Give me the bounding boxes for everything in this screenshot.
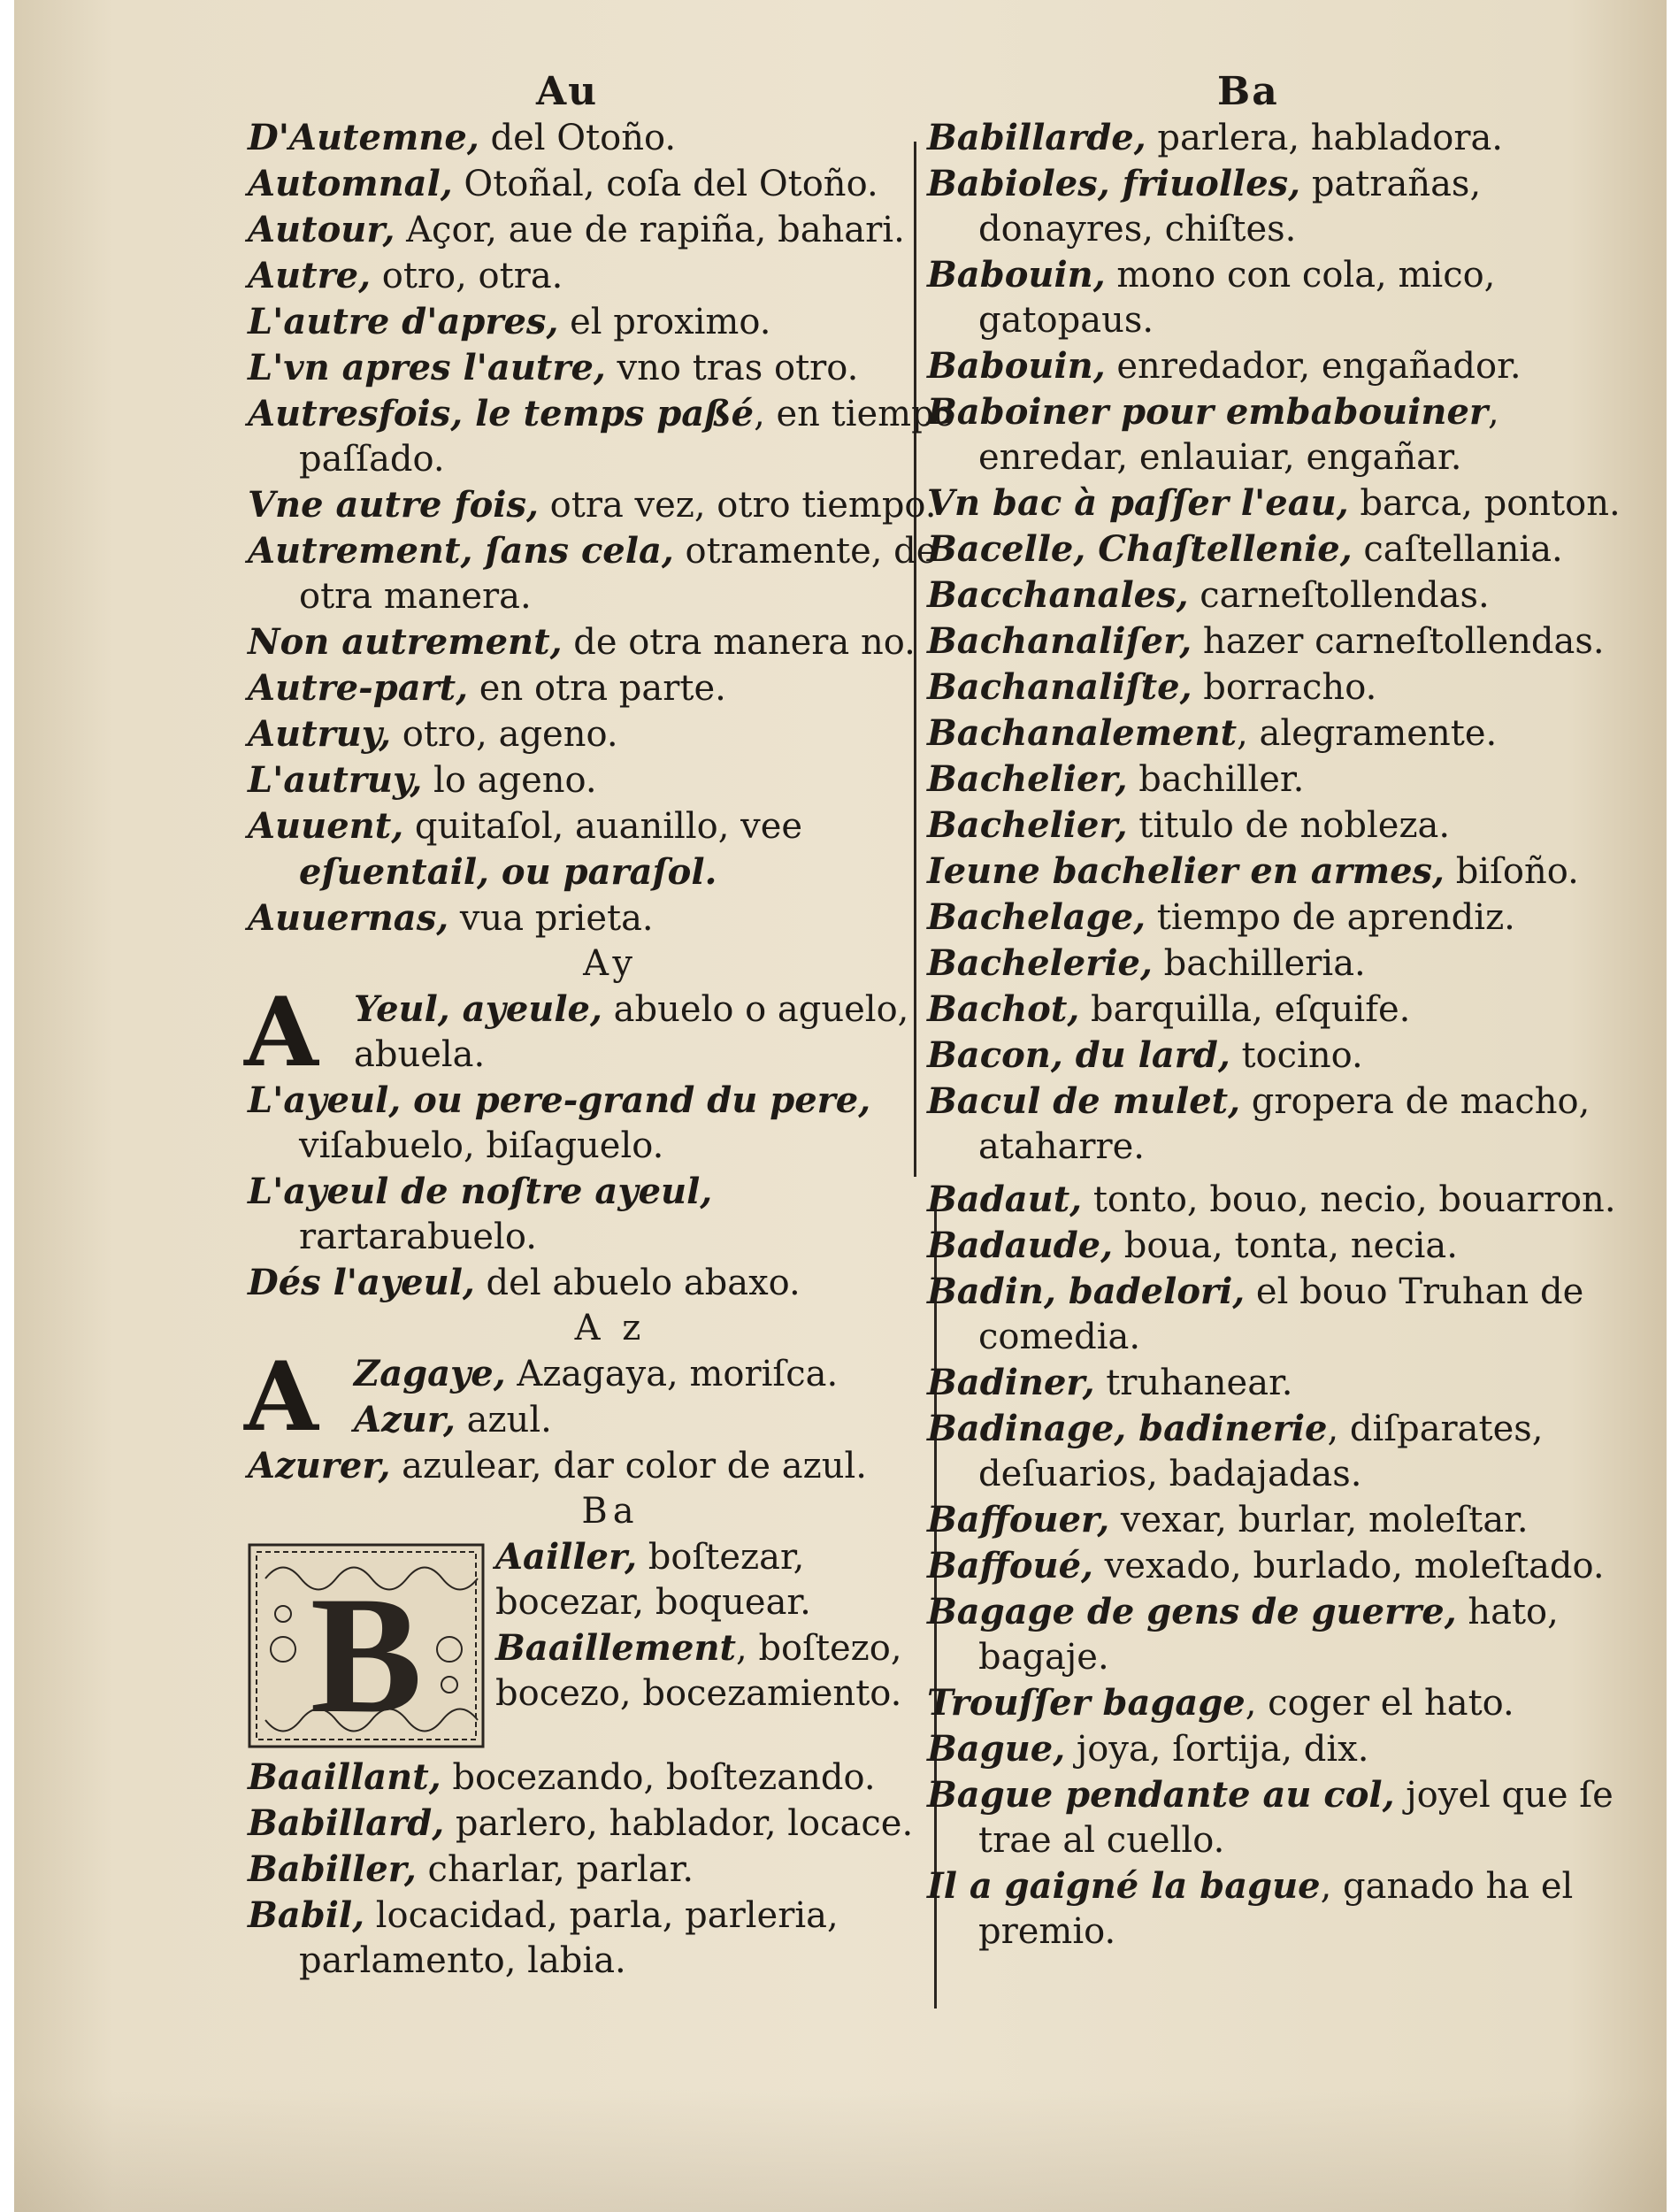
translation: enredador, engañador. — [1105, 346, 1522, 387]
headword: Autre, — [248, 255, 372, 296]
headword: L'ayeul, ou pere-grand du pere, — [248, 1079, 871, 1121]
translation: mono con cola, mico, gatopaus. — [978, 255, 1496, 341]
right-column — [927, 115, 1626, 1955]
dictionary-entry — [248, 391, 955, 482]
dictionary-entry — [495, 1625, 955, 1717]
dictionary-entry — [248, 161, 955, 207]
translation: el proximo. — [558, 302, 771, 342]
translation: rartarabuelo. — [299, 1217, 537, 1257]
translation: bachilleria. — [1152, 943, 1366, 984]
dictionary-entry — [927, 252, 1626, 343]
headword: Badaude, — [927, 1225, 1114, 1266]
dictionary-entry — [927, 757, 1626, 803]
dictionary-entry — [927, 1223, 1626, 1269]
headword: Automnal, — [248, 163, 453, 204]
drop-cap-b: B — [310, 1563, 423, 1748]
translation: boſtezar, bocezar, boquear. — [495, 1537, 811, 1623]
translation: tonto, bouo, necio, bouarron. — [1082, 1179, 1616, 1220]
dictionary-entry — [927, 1079, 1626, 1170]
dictionary-entry — [927, 343, 1626, 389]
dictionary-entry — [927, 1269, 1626, 1360]
translation: Otoñal, coſa del Otoño. — [452, 164, 878, 204]
translation: barca, ponton. — [1348, 483, 1621, 524]
entries-ay-group — [248, 1078, 955, 1306]
translation: , alegramente. — [1237, 713, 1498, 754]
headword: Bagage de gens de guerre, — [927, 1591, 1457, 1632]
headword: Auuernas, — [248, 897, 449, 939]
translation: joyel que ſe trae al cuello. — [978, 1775, 1614, 1861]
dictionary-entry — [927, 1406, 1626, 1497]
headword: Bacul de mulet, — [927, 1080, 1241, 1122]
headword: Babouin, — [927, 345, 1106, 387]
headword: L'autruy, — [248, 759, 423, 801]
dictionary-entry — [248, 115, 955, 161]
headword: Bachanaliſer, — [927, 620, 1192, 662]
dictionary-entry — [248, 665, 955, 711]
dictionary-page — [14, 0, 1667, 2212]
headword: Bague pendante au col, — [927, 1774, 1395, 1816]
translation: otra vez, otro tiempo. — [538, 485, 937, 526]
translation: del abuelo abaxo. — [474, 1263, 801, 1303]
translation: biſoño. — [1444, 851, 1579, 892]
translation: el bouo Truhan de comedia. — [978, 1271, 1584, 1357]
dictionary-entry — [927, 389, 1626, 480]
dictionary-entry — [927, 895, 1626, 941]
headword: L'autre d'apres, — [248, 301, 559, 342]
dictionary-entry — [927, 1360, 1626, 1406]
translation: parlera, habladora. — [1146, 118, 1504, 158]
translation: titulo de nobleza. — [1127, 805, 1451, 846]
dictionary-entry-initial-ay — [244, 977, 955, 1088]
dictionary-entry — [248, 1847, 955, 1893]
headword: Dés l'ayeul, — [248, 1262, 475, 1303]
translation: vua prieta. — [448, 898, 654, 939]
dictionary-entry — [927, 1543, 1626, 1589]
headword: Baffoué, — [927, 1545, 1093, 1586]
translation: barquilla, eſquife. — [1079, 989, 1411, 1030]
dictionary-entry — [248, 757, 955, 803]
translation: quitaſol, auanillo, vee — [403, 806, 803, 847]
translation: bocezando, boſtezando. — [441, 1757, 876, 1798]
translation: caſtellania. — [1352, 529, 1563, 570]
dictionary-entry — [248, 1755, 955, 1801]
headword: Bachelage, — [927, 896, 1146, 938]
translation: tiempo de aprendiz. — [1146, 897, 1515, 938]
dictionary-entry — [495, 1534, 955, 1625]
dictionary-entry — [927, 1497, 1626, 1543]
translation: en otra parte. — [468, 668, 726, 709]
dictionary-entry — [927, 1772, 1626, 1863]
translation: borracho. — [1192, 667, 1377, 708]
translation: otro, ageno. — [391, 714, 618, 755]
dictionary-entry — [927, 480, 1626, 526]
headword: Badaut, — [927, 1179, 1083, 1220]
headword: Yeul, ayeule, — [354, 988, 602, 1030]
dictionary-entry — [248, 528, 955, 619]
headword: Bacchanales, — [927, 574, 1189, 616]
headword: Babouin, — [927, 254, 1106, 296]
dictionary-entry — [927, 618, 1626, 664]
translation: gropera de macho, ataharre. — [978, 1081, 1591, 1167]
headword: Zagaye, — [354, 1353, 506, 1394]
headword: Il a gaigné la bague — [927, 1865, 1321, 1907]
section-heading-ba: Ba — [581, 1491, 640, 1532]
dictionary-entry — [248, 803, 955, 895]
translation: , diſparates, deſuarios, badajadas. — [978, 1409, 1544, 1494]
dictionary-entry — [248, 207, 955, 253]
translation: del Otoño. — [479, 118, 677, 158]
translation: vexado, burlado, moleſtado. — [1092, 1546, 1605, 1586]
dictionary-entry — [248, 482, 955, 528]
dictionary-entry — [248, 1260, 955, 1306]
translation: viſabuelo, biſaguelo. — [299, 1125, 664, 1166]
translation: Azagaya, moriſca. — [505, 1354, 839, 1394]
headword: Baboiner pour embabouiner — [927, 391, 1489, 433]
dictionary-entry-decorated-b — [248, 1534, 955, 1751]
dictionary-entry-initial-az — [244, 1341, 955, 1453]
headword: Trouſſer bagage — [927, 1682, 1246, 1724]
translation: , ganado ha el premio. — [978, 1866, 1574, 1952]
dictionary-entry — [248, 1801, 955, 1847]
section-heading-ay: Ay — [583, 943, 638, 984]
dictionary-entry — [927, 941, 1626, 987]
headword: Ieune bachelier en armes, — [927, 850, 1445, 892]
headword: Babiller, — [248, 1848, 417, 1890]
translation: de otra manera no. — [562, 622, 916, 663]
entries-ba-group — [248, 1755, 955, 1984]
dictionary-entry — [927, 1863, 1626, 1955]
running-head-left: Au — [536, 69, 599, 114]
dictionary-entry — [927, 1726, 1626, 1772]
dictionary-entry — [927, 664, 1626, 710]
translation: azulear, dar color de azul. — [390, 1446, 867, 1486]
translation: carneſtollendas. — [1188, 575, 1490, 616]
drop-cap-a: A — [244, 1341, 318, 1453]
headword: Bachanalement — [927, 712, 1238, 754]
dictionary-entry — [248, 345, 955, 391]
headword: Azur, — [354, 1399, 456, 1440]
headword: Babillard, — [248, 1802, 445, 1844]
headword: Baaillant, — [248, 1756, 441, 1798]
headword: Bachelerie, — [927, 942, 1153, 984]
headword: Bacon, du lard, — [927, 1034, 1230, 1076]
headword: D'Autemne, — [248, 117, 479, 158]
translation: patrañas, donayres, chiſtes. — [978, 164, 1482, 250]
translation: abuelo o aguelo, abuela. — [354, 989, 909, 1075]
dictionary-entry — [927, 987, 1626, 1033]
dictionary-entry — [248, 1893, 955, 1984]
headword: Bachot, — [927, 988, 1080, 1030]
dictionary-entry — [248, 1169, 955, 1260]
translation: lo ageno. — [422, 760, 597, 801]
translation: parlero, hablador, locace. — [444, 1803, 914, 1844]
headword: L'ayeul de noſtre ayeul, — [248, 1171, 713, 1212]
headword: Aailler, — [495, 1536, 638, 1578]
translation: truhanear. — [1094, 1363, 1293, 1403]
translation: , coger el hato. — [1245, 1683, 1514, 1724]
dictionary-entry — [927, 1177, 1626, 1223]
headword: Bague, — [927, 1728, 1066, 1770]
dictionary-entry — [927, 115, 1626, 161]
headword: Auuent, — [248, 805, 404, 847]
dictionary-entry — [927, 803, 1626, 849]
entries-ba-lower-group — [927, 1177, 1626, 1955]
headword: Autresfois, le temps paßé — [248, 393, 755, 434]
headword: Bacelle, Chaſtellenie, — [927, 528, 1353, 570]
dictionary-entry — [927, 161, 1626, 252]
headword: Autruy, — [248, 713, 392, 755]
translation: vexar, burlar, moleſtar. — [1109, 1500, 1529, 1540]
headword: Babil, — [248, 1894, 365, 1936]
dictionary-entry — [248, 895, 955, 941]
headword: Autre-part, — [248, 667, 469, 709]
entries-ba-upper-group — [927, 115, 1626, 1170]
translation: tocino. — [1230, 1035, 1363, 1076]
headword: Azurer, — [248, 1445, 391, 1486]
translation: Açor, aue de rapiña, bahari. — [395, 210, 905, 250]
dictionary-entry — [248, 1443, 955, 1489]
drop-cap-a: A — [244, 977, 318, 1088]
dictionary-entry — [927, 572, 1626, 618]
entries-az-group — [248, 1443, 955, 1489]
dictionary-entry — [248, 1078, 955, 1169]
headword: L'vn apres l'autre, — [248, 347, 606, 388]
translation: , boſtezo, bocezo, bocezamiento. — [495, 1628, 902, 1714]
headword: Babioles, friuolles, — [927, 163, 1301, 204]
translation: bachiller. — [1127, 759, 1305, 800]
translation: hazer carneſtollendas. — [1192, 621, 1605, 662]
headword: Badinage, badinerie — [927, 1408, 1328, 1449]
headword: Baaillement — [495, 1627, 737, 1669]
dictionary-entry — [927, 1680, 1626, 1726]
headword: Babillarde, — [927, 117, 1146, 158]
headword: Badin, badelori, — [927, 1271, 1246, 1312]
translation: locacidad, parla, parleria, parlamento, labia. — [299, 1895, 839, 1981]
dictionary-entry — [248, 619, 955, 665]
dictionary-entry — [927, 1033, 1626, 1079]
headword: Vn bac à paſſer l'eau, — [927, 482, 1349, 524]
dictionary-entry — [927, 710, 1626, 757]
translation: , en tiempo paſſado. — [299, 394, 955, 480]
dictionary-entry — [248, 299, 955, 345]
translation: joya, ſortija, dix. — [1065, 1729, 1369, 1770]
dictionary-entry — [248, 711, 955, 757]
dictionary-entry — [248, 253, 955, 299]
headword: Non autrement, — [248, 621, 563, 663]
translation: charlar, parlar. — [416, 1849, 694, 1890]
running-head-right: Ba — [1217, 69, 1279, 114]
headword: Bachelier, — [927, 758, 1128, 800]
left-column — [244, 115, 955, 1984]
headword: Badiner, — [927, 1362, 1095, 1403]
dictionary-entry — [927, 526, 1626, 572]
headword: Autour, — [248, 209, 395, 250]
cross-reference-headword: eſuentail, ou paraſol. — [299, 851, 717, 893]
headword: Autrement, ſans cela, — [248, 530, 674, 572]
dictionary-entry — [927, 1589, 1626, 1680]
headword: Bachelier, — [927, 804, 1128, 846]
translation: azul. — [455, 1400, 552, 1440]
translation: , enredar, enlauiar, engañar. — [978, 392, 1499, 478]
translation: otramente, de otra manera. — [299, 531, 938, 617]
headword: Baffouer, — [927, 1499, 1110, 1540]
translation: otro, otra. — [371, 256, 563, 296]
section-heading-az: A z — [574, 1308, 647, 1348]
translation: hato, bagaje. — [978, 1592, 1559, 1678]
entries-au-group — [248, 115, 955, 941]
dictionary-entry — [927, 849, 1626, 895]
translation: boua, tonta, necia. — [1113, 1225, 1458, 1266]
translation: vno tras otro. — [605, 348, 859, 388]
ornamental-initial-b — [248, 1543, 485, 1748]
headword: Bachanaliſte, — [927, 666, 1192, 708]
headword: Vne autre fois, — [248, 484, 539, 526]
decorated-entries — [495, 1534, 955, 1717]
